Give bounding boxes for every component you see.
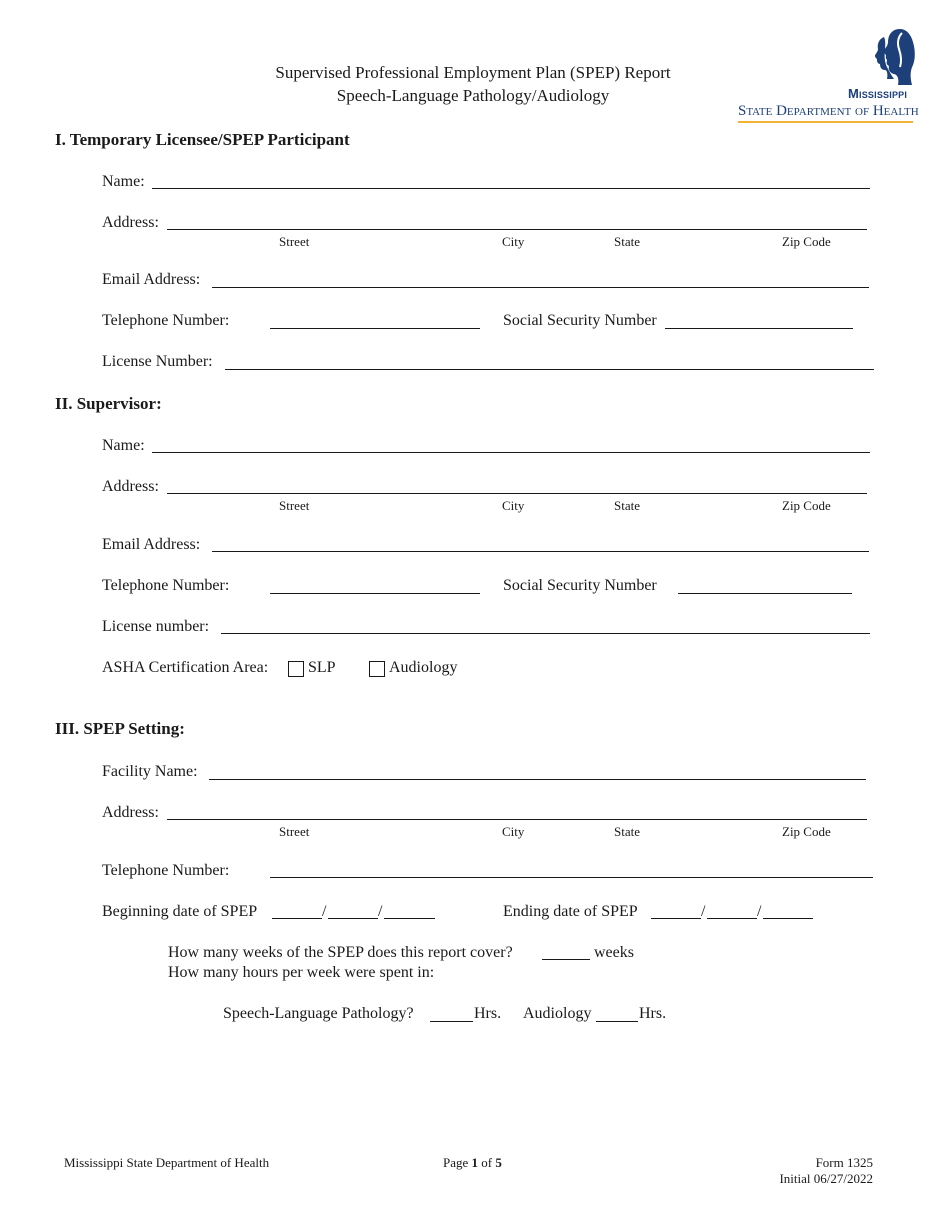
- footer-organization: Mississippi State Department of Health: [64, 1155, 270, 1170]
- section-3-heading: III. SPEP Setting:: [55, 719, 185, 738]
- caption-state: State: [614, 234, 640, 249]
- facility-address-field[interactable]: [167, 819, 867, 820]
- participant-phone-label: Telephone Number:: [102, 312, 230, 329]
- footer-form-number: Form 1325: [815, 1155, 873, 1170]
- participant-name-label: Name:: [102, 173, 145, 190]
- facility-address-label: Address:: [102, 804, 159, 821]
- logo-underline: [738, 121, 913, 123]
- caption-zip: Zip Code: [782, 498, 831, 513]
- audiology-hours-label: Audiology: [523, 1005, 592, 1022]
- begin-date-month-field[interactable]: [272, 918, 322, 919]
- hours-question: How many hours per week were spent in:: [168, 964, 435, 981]
- footer-page-number: [443, 1155, 502, 1171]
- slp-hours-unit: Hrs.: [474, 1005, 502, 1022]
- supervisor-phone-field[interactable]: [270, 593, 480, 594]
- logo-state-name: Mississippi: [848, 86, 908, 101]
- caption-city: City: [502, 824, 525, 839]
- begin-date-day-field[interactable]: [328, 918, 378, 919]
- slp-hours-field[interactable]: [430, 1021, 473, 1022]
- facility-name-label: Facility Name:: [102, 763, 198, 780]
- date-separator: /: [757, 903, 762, 920]
- page-current: 1: [471, 1155, 479, 1170]
- audiology-checkbox-label: Audiology: [389, 659, 458, 676]
- caption-zip: Zip Code: [782, 234, 831, 249]
- agency-logo: [738, 27, 918, 127]
- participant-email-label: Email Address:: [102, 271, 201, 288]
- begin-date-year-field[interactable]: [384, 918, 435, 919]
- date-separator: /: [378, 903, 383, 920]
- caption-zip: Zip Code: [782, 824, 831, 839]
- slp-hours-label: Speech-Language Pathology?: [223, 1005, 414, 1022]
- facility-phone-label: Telephone Number:: [102, 862, 230, 879]
- weeks-unit: weeks: [594, 944, 634, 961]
- participant-address-field[interactable]: [167, 229, 867, 230]
- supervisor-ssn-label: Social Security Number: [503, 577, 657, 594]
- participant-email-field[interactable]: [212, 287, 869, 288]
- supervisor-email-field[interactable]: [212, 551, 869, 552]
- supervisor-ssn-field[interactable]: [678, 593, 852, 594]
- participant-license-label: License Number:: [102, 353, 213, 370]
- begin-date-label: Beginning date of SPEP: [102, 903, 258, 920]
- footer-revision: Initial 06/27/2022: [779, 1171, 873, 1186]
- form-subtitle: Speech-Language Pathology/Audiology: [336, 86, 610, 105]
- end-date-year-field[interactable]: [763, 918, 813, 919]
- section-1-heading: I. Temporary Licensee/SPEP Participant: [55, 130, 350, 149]
- weeks-field[interactable]: [542, 959, 590, 960]
- supervisor-phone-label: Telephone Number:: [102, 577, 230, 594]
- slp-checkbox-label: SLP: [308, 659, 336, 676]
- page-of: of: [481, 1155, 493, 1170]
- profile-silhouettes-icon: [872, 27, 916, 89]
- end-date-month-field[interactable]: [651, 918, 701, 919]
- participant-address-label: Address:: [102, 214, 159, 231]
- date-separator: /: [322, 903, 327, 920]
- supervisor-name-label: Name:: [102, 437, 145, 454]
- caption-state: State: [614, 824, 640, 839]
- caption-city: City: [502, 498, 525, 513]
- supervisor-license-field[interactable]: [221, 633, 870, 634]
- audiology-checkbox[interactable]: [369, 661, 385, 677]
- asha-certification-label: ASHA Certification Area:: [102, 659, 269, 676]
- logo-department-name: State Department of Health: [738, 103, 919, 119]
- participant-ssn-field[interactable]: [665, 328, 853, 329]
- page-prefix: Page: [443, 1155, 469, 1170]
- section-2-heading: II. Supervisor:: [55, 394, 162, 413]
- participant-ssn-label: Social Security Number: [503, 312, 657, 329]
- date-separator: /: [701, 903, 706, 920]
- audiology-hours-field[interactable]: [596, 1021, 638, 1022]
- page-total: 5: [495, 1155, 502, 1170]
- supervisor-license-label: License number:: [102, 618, 210, 635]
- caption-state: State: [614, 498, 640, 513]
- supervisor-name-field[interactable]: [152, 452, 870, 453]
- caption-street: Street: [279, 498, 310, 513]
- facility-name-field[interactable]: [209, 779, 866, 780]
- caption-city: City: [502, 234, 525, 249]
- supervisor-address-field[interactable]: [167, 493, 867, 494]
- facility-phone-field[interactable]: [270, 877, 873, 878]
- weeks-question: How many weeks of the SPEP does this report cover?: [168, 944, 513, 961]
- caption-street: Street: [279, 824, 310, 839]
- participant-phone-field[interactable]: [270, 328, 480, 329]
- supervisor-email-label: Email Address:: [102, 536, 201, 553]
- participant-license-field[interactable]: [225, 369, 874, 370]
- end-date-label: Ending date of SPEP: [503, 903, 638, 920]
- supervisor-address-label: Address:: [102, 478, 159, 495]
- audiology-hours-unit: Hrs.: [639, 1005, 667, 1022]
- end-date-day-field[interactable]: [707, 918, 757, 919]
- slp-checkbox[interactable]: [288, 661, 304, 677]
- caption-street: Street: [279, 234, 310, 249]
- form-title: Supervised Professional Employment Plan (SPEP) Report: [275, 63, 671, 82]
- participant-name-field[interactable]: [152, 188, 870, 189]
